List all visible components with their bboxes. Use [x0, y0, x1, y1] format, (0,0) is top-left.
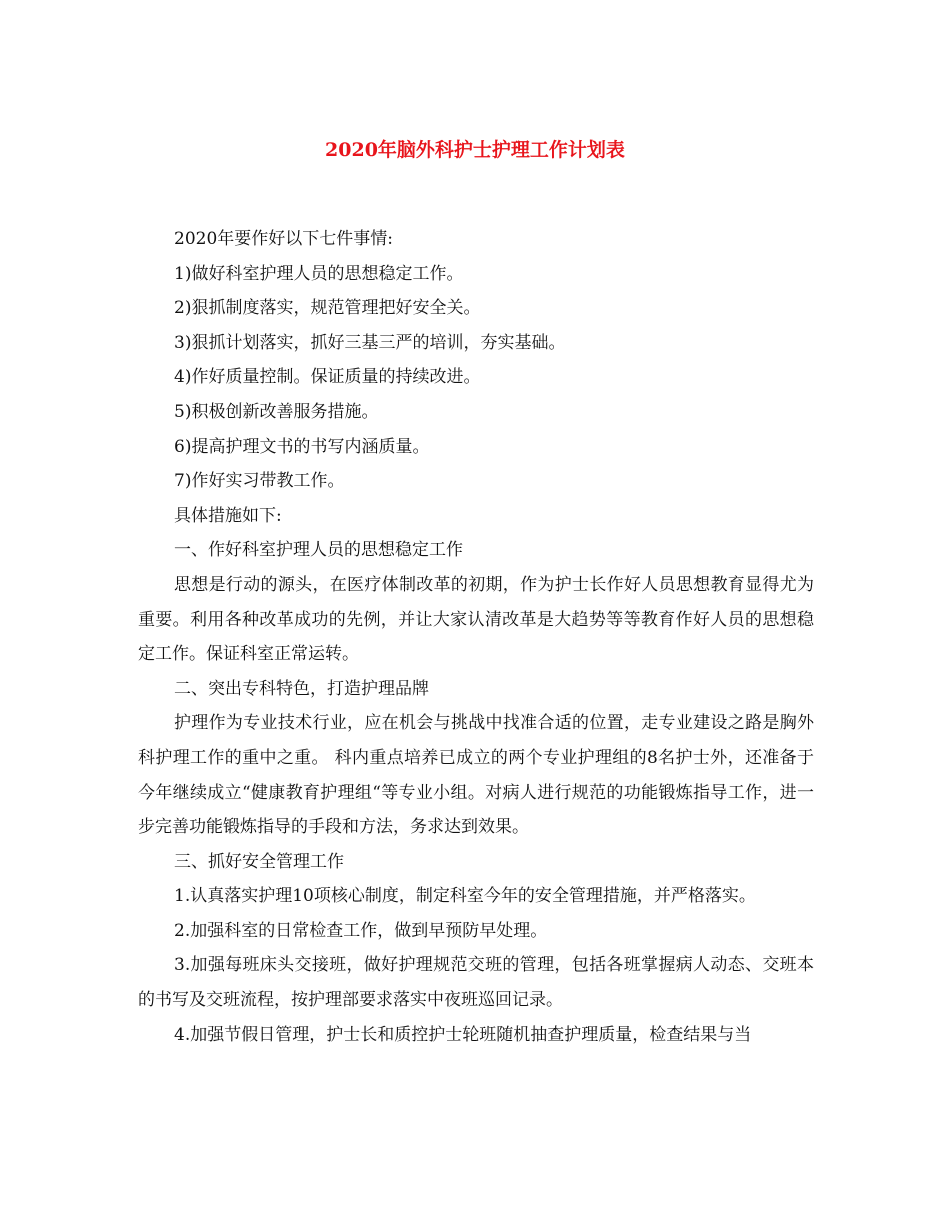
section-2-body: 护理作为专业技术行业，应在机会与挑战中找准合适的位置，走专业建设之路是胸外科护理工作的重中之重。 科内重点培养已成立的两个专业护理组的8名护士外，还准备于今年继续成立“健康教育护理组“等专业小组。对病人进行规范的功能锻炼指导工作，进一步完善功能锻炼指导的手段和方法，务求达到效果。: [138, 713, 814, 838]
section-heading-3: 三、抓好安全管理工作: [174, 851, 344, 872]
section-3-item-3: 3.加强每班床头交接班，做好护理规范交班的管理，包括各班掌握病人动态、交班本的书写及交班流程，按护理部要求落实中夜班巡回记录。: [138, 955, 814, 1011]
paragraph-measures-intro: 具体措施如下:: [174, 505, 282, 526]
section-1-body: 思想是行动的源头，在医疗体制改革的初期，作为护士长作好人员思想教育显得尤为重要。利用各种改革成功的先例，并让大家认清改革是大趋势等等教育作好人员的思想稳定工作。保证科室正常运转。: [138, 574, 814, 665]
list-item-2: 2)狠抓制度落实，规范管理把好安全关。: [174, 298, 481, 319]
list-item-1: 1)做好科室护理人员的思想稳定工作。: [174, 263, 464, 284]
section-3-item-1: 1.认真落实护理10项核心制度，制定科室今年的安全管理措施，并严格落实。: [174, 886, 756, 907]
section-3-item-2: 2.加强科室的日常检查工作，做到早预防早处理。: [174, 920, 548, 941]
list-item-3: 3)狠抓计划落实，抓好三基三严的培训，夯实基础。: [174, 332, 566, 353]
document-title: 2020年脑外科护士护理工作计划表: [325, 139, 625, 161]
section-heading-2: 二、突出专科特色，打造护理品牌: [174, 678, 429, 699]
list-item-6: 6)提高护理文书的书写内涵质量。: [174, 436, 430, 457]
paragraph-intro: 2020年要作好以下七件事情:: [174, 229, 393, 249]
section-heading-1: 一、作好科室护理人员的思想稳定工作: [174, 540, 463, 561]
list-item-4: 4)作好质量控制。保证质量的持续改进。: [174, 367, 481, 388]
list-item-7: 7)作好实习带教工作。: [174, 471, 345, 492]
section-3-item-4: 4.加强节假日管理，护士长和质控护士轮班随机抽查护理质量，检查结果与当: [174, 1024, 752, 1045]
list-item-5: 5)积极创新改善服务措施。: [174, 401, 379, 422]
document-body: [138, 222, 814, 1052]
